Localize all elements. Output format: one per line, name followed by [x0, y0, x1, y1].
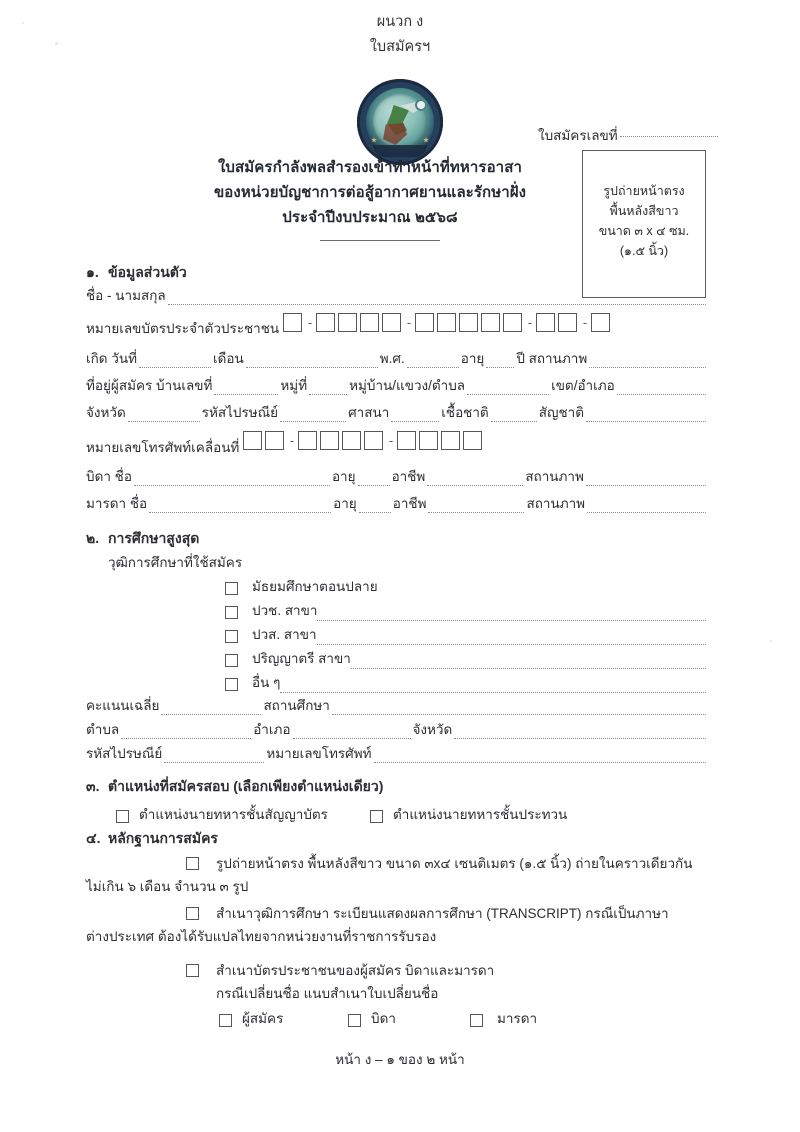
- id-digit-box[interactable]: [503, 313, 522, 332]
- star-icon: [423, 137, 429, 143]
- father-job-input[interactable]: [427, 471, 523, 486]
- section-2-heading: [86, 528, 199, 550]
- checkbox-noncommissioned-officer[interactable]: [370, 810, 383, 823]
- mobile-digit-box[interactable]: [463, 431, 482, 450]
- mobile-digit-box[interactable]: [265, 431, 284, 450]
- section-3-heading: [86, 776, 383, 798]
- education-option-bachelor[interactable]: [225, 647, 706, 669]
- province-row: [86, 404, 706, 422]
- nationality-input[interactable]: [586, 407, 706, 422]
- gpa-input[interactable]: [161, 700, 261, 715]
- header-top-labels: [0, 10, 800, 60]
- postcode-label: รหัสไปรษณีย์: [201, 405, 279, 420]
- bachelor-major-input[interactable]: [351, 654, 706, 669]
- id-number-boxes[interactable]: [283, 313, 613, 332]
- father-status-label: สถานภาพ: [525, 469, 584, 484]
- id-digit-box[interactable]: [382, 313, 401, 332]
- photo-placeholder-box: [582, 150, 706, 298]
- name-label: ชื่อ - นามสกุล: [86, 288, 166, 303]
- birth-day-label: เกิด วันที่: [86, 351, 138, 366]
- id-separator: -: [582, 315, 588, 330]
- section-4-heading: [86, 828, 218, 850]
- birth-month-input[interactable]: [246, 353, 378, 368]
- education-option-label: ปวช. สาขา: [252, 603, 318, 618]
- district-input[interactable]: [617, 380, 706, 395]
- checkbox-namechange-father[interactable]: [348, 1014, 361, 1027]
- mobile-label: หมายเลขโทรศัพท์เคลื่อนที่: [86, 440, 240, 455]
- mother-status-input[interactable]: [587, 498, 706, 513]
- id-digit-box[interactable]: [316, 313, 335, 332]
- religion-label: ศาสนา: [348, 405, 390, 420]
- school-district-input[interactable]: [293, 724, 411, 739]
- document-transcript-line-1: สำเนาวุฒิการศึกษา ระเบียนแสดงผลการศึกษา (TRANSCRIPT) กรณีเป็นภาษา: [216, 906, 669, 921]
- id-digit-box[interactable]: [338, 313, 357, 332]
- address-label: ที่อยู่ผู้สมัคร บ้านเลขที่: [86, 378, 213, 393]
- house-number-input[interactable]: [214, 380, 278, 395]
- mother-row: [86, 495, 706, 513]
- district-label: เขต/อำเภอ: [551, 378, 615, 393]
- province-label: จังหวัด: [86, 405, 126, 420]
- province-input[interactable]: [128, 407, 200, 422]
- checkbox-commissioned-officer[interactable]: [116, 810, 129, 823]
- title-line-1: ใบสมัครกำลังพลสำรองเข้าทำหน้าที่ทหารอาสา: [218, 159, 522, 176]
- father-age-label: อายุ: [331, 469, 356, 484]
- mobile-digit-box[interactable]: [298, 431, 317, 450]
- military-unit-emblem-icon: [357, 79, 443, 165]
- education-option-other[interactable]: [225, 671, 706, 693]
- moo-label: หมู่ที่: [280, 378, 308, 393]
- father-job-label: อาชีพ: [391, 469, 426, 484]
- page-footer: หน้า ง – ๑ ของ ๒ หน้า: [335, 1052, 465, 1067]
- position-option-label: ตำแหน่งนายทหารชั้นสัญญาบัตร: [139, 807, 328, 822]
- father-row: [86, 468, 706, 486]
- namechange-option-label: บิดา: [371, 1011, 396, 1026]
- annex-label: ผนวก ง: [376, 14, 424, 30]
- birth-year-input[interactable]: [407, 353, 459, 368]
- mobile-digit-box[interactable]: [419, 431, 438, 450]
- document-idcopy-line-2: กรณีเปลี่ยนชื่อ แนบสำเนาใบเปลี่ยนชื่อ: [216, 986, 439, 1001]
- document-photo-line-2: ไม่เกิน ๖ เดือน จำนวน ๓ รูป: [86, 879, 249, 894]
- mobile-separator: -: [388, 433, 394, 448]
- father-status-input[interactable]: [586, 471, 706, 486]
- id-separator: -: [307, 315, 313, 330]
- star-icon: [371, 137, 377, 143]
- id-separator: -: [406, 315, 412, 330]
- mother-job-input[interactable]: [428, 498, 524, 513]
- title-divider: [320, 240, 440, 241]
- id-digit-box[interactable]: [360, 313, 379, 332]
- id-number-label: หมายเลขบัตรประจำตัวประชาชน: [86, 321, 280, 336]
- id-digit-box[interactable]: [437, 313, 456, 332]
- name-input[interactable]: [168, 290, 706, 305]
- moo-input[interactable]: [309, 380, 347, 395]
- namechange-option-label: ผู้สมัคร: [242, 1011, 284, 1026]
- section-4-title: หลักฐานการสมัคร: [108, 830, 218, 846]
- checkbox-povoso[interactable]: [225, 630, 238, 643]
- checkbox-highschool[interactable]: [225, 582, 238, 595]
- id-digit-box[interactable]: [536, 313, 555, 332]
- village-label: หมู่บ้าน/แขวง/ตำบล: [349, 378, 466, 393]
- application-number-input[interactable]: [620, 136, 718, 137]
- povoso-major-input[interactable]: [317, 630, 706, 645]
- id-digit-box[interactable]: [459, 313, 478, 332]
- other-education-input[interactable]: [280, 678, 706, 693]
- education-option-povoso[interactable]: [225, 623, 706, 645]
- mother-age-label: อายุ: [333, 496, 357, 511]
- age-unit-status-label: ปี สถานภาพ: [516, 351, 588, 366]
- position-option-commissioned[interactable]: [116, 803, 328, 825]
- mobile-digit-box[interactable]: [397, 431, 416, 450]
- age-label: อายุ: [460, 351, 485, 366]
- nationality-label: สัญชาติ: [538, 405, 584, 420]
- education-option-label: มัธยมศึกษาตอนปลาย: [252, 579, 378, 594]
- school-subdistrict-input[interactable]: [121, 724, 251, 739]
- education-option-label: ปวส. สาขา: [252, 627, 317, 642]
- checkbox-other[interactable]: [225, 678, 238, 691]
- ethnicity-label: เชื้อชาติ: [441, 405, 489, 420]
- father-name-input[interactable]: [134, 471, 330, 486]
- postcode-input[interactable]: [280, 407, 346, 422]
- namechange-option-father[interactable]: [348, 1007, 396, 1029]
- mobile-digit-box[interactable]: [243, 431, 262, 450]
- mother-age-input[interactable]: [359, 498, 391, 513]
- mother-status-label: สถานภาพ: [526, 496, 586, 511]
- form-type-label: ใบสมัครฯ: [369, 39, 431, 55]
- school-phone-label: หมายเลขโทรศัพท์: [266, 746, 372, 761]
- school-subdistrict-row: [86, 721, 706, 739]
- scan-speck: [770, 640, 772, 642]
- form-title: [170, 155, 570, 230]
- school-postcode-label: รหัสไปรษณีย์: [86, 746, 163, 761]
- section-1-number: ๑.: [86, 264, 99, 280]
- section-1-heading: [86, 262, 187, 284]
- mobile-digit-box[interactable]: [320, 431, 339, 450]
- mobile-separator: -: [289, 433, 295, 448]
- section-3-number: ๓.: [86, 778, 100, 794]
- namechange-option-label: มารดา: [497, 1011, 538, 1026]
- checkbox-bachelor[interactable]: [225, 654, 238, 667]
- school-postcode-input[interactable]: [164, 748, 264, 763]
- id-digit-box[interactable]: [283, 313, 302, 332]
- education-option-label: ปริญญาตรี สาขา: [252, 651, 351, 666]
- position-option-noncommissioned[interactable]: [370, 803, 567, 825]
- education-option-povoacho[interactable]: [225, 599, 706, 621]
- gpa-label: คะแนนเฉลี่ย: [86, 698, 160, 713]
- photo-line-1: รูปถ่ายหน้าตรง: [603, 184, 685, 198]
- title-line-2: ของหน่วยบัญชาการต่อสู้อากาศยานและรักษาฝั่ง: [213, 184, 527, 201]
- id-digit-box[interactable]: [415, 313, 434, 332]
- document-transcript-line-2: ต่างประเทศ ต้องได้รับแปลไทยจากหน่วยงานที่ราชการรับรอง: [86, 929, 437, 944]
- section-2-title: การศึกษาสูงสุด: [108, 530, 200, 546]
- section-2-number: ๒.: [86, 530, 100, 546]
- birth-year-label: พ.ศ.: [379, 351, 405, 366]
- school-label: สถานศึกษา: [263, 698, 330, 713]
- povoacho-major-input[interactable]: [317, 606, 706, 621]
- mobile-number-boxes[interactable]: [243, 431, 485, 450]
- title-line-3: ประจำปีงบประมาณ ๒๕๖๘: [282, 209, 458, 226]
- school-input[interactable]: [332, 700, 706, 715]
- ethnicity-input[interactable]: [491, 407, 537, 422]
- education-option-highschool[interactable]: [225, 575, 706, 597]
- checkbox-namechange-applicant[interactable]: [219, 1014, 232, 1027]
- photo-line-4: (๑.๕ นิ้ว): [619, 244, 669, 258]
- checkbox-povoacho[interactable]: [225, 606, 238, 619]
- id-separator: -: [527, 315, 533, 330]
- village-input[interactable]: [467, 380, 549, 395]
- photo-line-3: ขนาด ๓ x ๔ ซม.: [598, 224, 690, 238]
- document-item-photo: [86, 852, 706, 898]
- document-photo-line-1: รูปถ่ายหน้าตรง พื้นหลังสีขาว ขนาด ๓x๔ เซนติเมตร (๑.๕ นิ้ว) ถ่ายในคราวเดียวกัน: [216, 856, 693, 871]
- section-2-subtitle: วุฒิการศึกษาที่ใช้สมัคร: [108, 555, 243, 570]
- mobile-digit-box[interactable]: [342, 431, 361, 450]
- school-district-label: อำเภอ: [253, 722, 291, 737]
- section-1-title: ข้อมูลส่วนตัว: [108, 264, 187, 280]
- education-option-label: อื่น ๆ: [252, 675, 281, 690]
- father-age-input[interactable]: [358, 471, 390, 486]
- checkbox-document-idcopy[interactable]: [186, 964, 199, 977]
- namechange-option-applicant[interactable]: [219, 1007, 283, 1029]
- document-item-transcript: [86, 902, 706, 948]
- radar-dot-shape: [415, 99, 427, 111]
- birth-row: [86, 350, 706, 368]
- photo-line-2: พื้นหลังสีขาว: [609, 204, 679, 218]
- school-phone-input[interactable]: [374, 748, 706, 763]
- school-province-input[interactable]: [454, 724, 706, 739]
- checkbox-namechange-mother[interactable]: [470, 1014, 483, 1027]
- religion-input[interactable]: [391, 407, 439, 422]
- namechange-option-mother[interactable]: [470, 1007, 537, 1029]
- position-option-label: ตำแหน่งนายทหารชั้นประทวน: [393, 807, 568, 822]
- school-postcode-row: [86, 745, 706, 763]
- id-digit-box[interactable]: [591, 313, 610, 332]
- mother-name-input[interactable]: [149, 498, 331, 513]
- mobile-digit-box[interactable]: [441, 431, 460, 450]
- gpa-row: [86, 697, 706, 715]
- age-input[interactable]: [486, 353, 514, 368]
- document-item-idcopy: [216, 959, 706, 1005]
- address-row: [86, 377, 706, 395]
- section-4-number: ๔.: [86, 830, 101, 846]
- marital-status-input[interactable]: [589, 353, 706, 368]
- id-digit-box[interactable]: [481, 313, 500, 332]
- birth-day-input[interactable]: [139, 353, 211, 368]
- mother-job-label: อาชีพ: [392, 496, 427, 511]
- mother-name-label: มารดา ชื่อ: [86, 496, 148, 511]
- id-digit-box[interactable]: [558, 313, 577, 332]
- mobile-digit-box[interactable]: [364, 431, 383, 450]
- birth-month-label: เดือน: [213, 351, 244, 366]
- school-province-label: จังหวัด: [412, 722, 453, 737]
- section-3-title: ตำแหน่งที่สมัครสอบ (เลือกเพียงตำแหน่งเดียว): [108, 778, 384, 794]
- name-row: [86, 287, 706, 305]
- application-number-field[interactable]: [538, 124, 718, 146]
- application-number-label: ใบสมัครเลขที่: [538, 128, 618, 143]
- father-name-label: บิดา ชื่อ: [86, 469, 132, 484]
- school-subdistrict-label: ตำบล: [86, 722, 120, 737]
- document-idcopy-line-1: สำเนาบัตรประชาชนของผู้สมัคร บิดาและมารดา: [216, 963, 495, 978]
